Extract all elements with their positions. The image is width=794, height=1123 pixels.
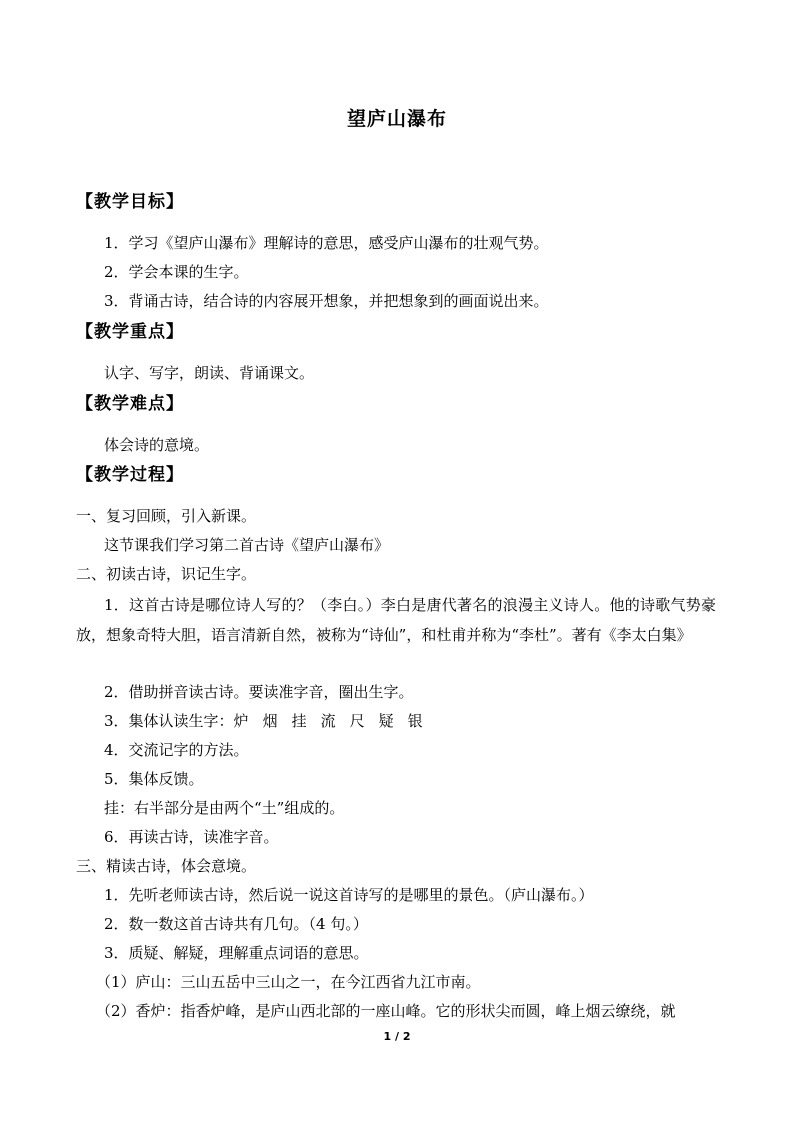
goal-item-2: 2．学会本课的生字。: [104, 263, 249, 281]
char-list-item: 挂: [291, 712, 307, 730]
part2-title: 二、初读古诗，识记生字。: [76, 565, 257, 583]
part2-note: 挂：右半部分是由两个“土”组成的。: [104, 799, 345, 817]
keypoints-heading: 【教学重点】: [76, 322, 184, 342]
char-list-item: 银: [407, 712, 423, 730]
part2-item-1: 1．这首古诗是哪位诗人写的？（李白。）李白是唐代著名的浪漫主义诗人。他的诗歌气势豪放，想象奇特大胆，语言清新自然，被称为“诗仙”，和杜甫并称为“李杜”。著有《李太白集》: [76, 596, 716, 644]
page-number: 1 / 2: [383, 1030, 411, 1043]
goal-item-3: 3．背诵古诗，结合诗的内容展开想象，并把想象到的画面说出来。: [104, 292, 549, 310]
char-list-item: 尺: [349, 712, 365, 730]
part3-item-3: 3．质疑、解疑，理解重点词语的意思。: [104, 944, 369, 962]
difficulties-heading: 【教学难点】: [76, 394, 184, 414]
part3-item-2: 2．数一数这首古诗共有几句。（4 句。）: [104, 915, 368, 933]
part2-item-4: 4．交流记字的方法。: [104, 741, 249, 759]
char-list-item: 炉: [233, 712, 249, 730]
process-heading: 【教学过程】: [76, 465, 184, 485]
part1-text: 这节课我们学习第二首古诗《望庐山瀑布》: [104, 536, 390, 554]
part2-item-5: 5．集体反馈。: [104, 770, 204, 788]
document-title: 望庐山瀑布: [346, 108, 447, 130]
char-list-item: 流: [320, 712, 336, 730]
part2-item-3-label: 3．集体认读生字：: [104, 712, 234, 730]
goal-item-1: 1．学习《望庐山瀑布》理解诗的意思，感受庐山瀑布的壮观气势。: [104, 234, 549, 252]
part2-item-2: 2．借助拼音读古诗。要读准字音，圈出生字。: [104, 683, 414, 701]
part3-title: 三、精读古诗，体会意境。: [76, 857, 257, 875]
part2-item-6: 6．再读古诗，读准字音。: [104, 828, 279, 846]
char-list-item: 烟: [262, 712, 278, 730]
part1-title: 一、复习回顾，引入新课。: [76, 507, 257, 525]
part2-item-3: [104, 711, 423, 731]
goals-heading: 【教学目标】: [76, 192, 184, 212]
difficulties-text: 体会诗的意境。: [104, 436, 210, 454]
part3-sub-1: （1）庐山：三山五岳中三山之一，在今江西省九江市南。: [96, 973, 481, 991]
char-list-item: 疑: [378, 712, 394, 730]
part3-item-1: 1．先听老师读古诗，然后说一说这首诗写的是哪里的景色。（庐山瀑布。）: [104, 886, 594, 904]
keypoints-text: 认字、写字，朗读、背诵课文。: [104, 364, 315, 382]
part3-sub-2: （2）香炉：指香炉峰，是庐山西北部的一座山峰。它的形状尖而圆，峰上烟云缭绕，就: [96, 1002, 676, 1020]
